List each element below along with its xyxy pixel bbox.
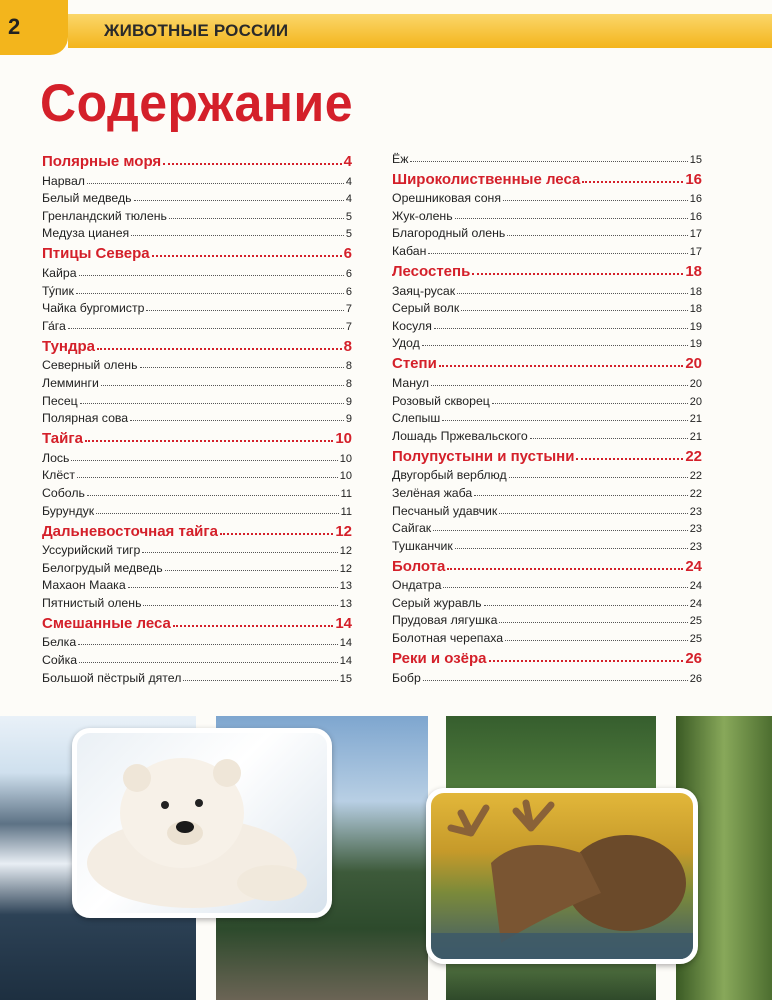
toc-entry-page: 5: [345, 210, 352, 223]
dot-leader: [142, 552, 337, 553]
dot-leader: [134, 200, 344, 201]
toc-entry-label: Пятнистый олень: [42, 595, 142, 610]
toc-entry[interactable]: [42, 575, 352, 593]
toc-entry-label: Серый журавль: [392, 595, 482, 610]
toc-entry-page: 23: [689, 523, 702, 536]
toc-entry-page: 13: [339, 597, 352, 610]
dot-leader: [509, 477, 688, 478]
toc-entry-label: Слепыш: [392, 411, 441, 426]
dot-leader: [431, 385, 688, 386]
toc-entry[interactable]: [392, 148, 702, 166]
toc-entry[interactable]: [42, 557, 352, 575]
toc-entry[interactable]: [42, 465, 352, 483]
dot-leader: [101, 385, 344, 386]
dot-leader: [439, 365, 684, 367]
toc-entry-label: Северный олень: [42, 358, 138, 373]
toc-entry[interactable]: [392, 575, 702, 593]
toc-entry-label: Ту́пик: [42, 283, 74, 298]
toc-entry-label: Удод: [392, 336, 420, 351]
toc-entry-page: 10: [339, 470, 352, 483]
toc-entry-label: Га́га: [42, 318, 66, 333]
toc-entry-page: 10: [339, 452, 352, 465]
moose-photo: [426, 788, 698, 964]
toc-entry-label: Розовый скворец: [392, 393, 490, 408]
dot-leader: [79, 275, 344, 276]
dot-leader: [434, 328, 688, 329]
toc-entry[interactable]: [42, 355, 352, 373]
toc-entry-page: 5: [345, 228, 352, 241]
toc-entry-page: 19: [689, 320, 702, 333]
dot-leader: [128, 587, 338, 588]
dot-leader: [87, 183, 344, 184]
section-page: 26: [685, 650, 702, 668]
toc-entry-page: 7: [345, 320, 352, 333]
toc-entry[interactable]: [392, 592, 702, 610]
toc-entry-label: Соболь: [42, 485, 85, 500]
toc-entry-page: 14: [339, 655, 352, 668]
book-title: ЖИВОТНЫЕ РОССИИ: [104, 21, 289, 40]
toc-entry-page: 24: [689, 580, 702, 593]
toc-entry-page: 25: [689, 615, 702, 628]
section-title: Полупустыни и пустыни: [392, 447, 575, 465]
toc-entry-page: 23: [689, 540, 702, 553]
toc-entry[interactable]: [392, 280, 702, 298]
toc-entry-page: 11: [340, 487, 352, 500]
toc-entry[interactable]: [392, 408, 702, 426]
toc-entry-page: 18: [689, 303, 702, 316]
toc-entry-label: Серый волк: [392, 301, 460, 316]
toc-entry-page: 6: [345, 267, 352, 280]
section-title: Лесостепь: [392, 262, 471, 280]
dot-leader: [146, 310, 343, 311]
dot-leader: [455, 218, 688, 219]
toc-entry-label: Белка: [42, 635, 77, 650]
toc-entry[interactable]: [42, 390, 352, 408]
dot-leader: [505, 640, 688, 641]
toc-entry-label: Песчаный удавчик: [392, 503, 498, 518]
toc-entry-page: 20: [689, 377, 702, 390]
toc-entry-page: 6: [345, 285, 352, 298]
section-page: 12: [335, 522, 352, 540]
toc-entry-page: 25: [689, 633, 702, 646]
toc-entry-page: 7: [345, 303, 352, 316]
dot-leader: [576, 458, 683, 460]
toc-entry[interactable]: [392, 500, 702, 518]
toc-entry[interactable]: [392, 667, 702, 685]
toc-entry-label: Гренландский тюлень: [42, 208, 167, 223]
toc-entry[interactable]: [392, 627, 702, 645]
toc-entry-page: 21: [689, 413, 702, 426]
dot-leader: [499, 622, 687, 623]
toc-entry-page: 22: [689, 470, 702, 483]
toc-right-column: [392, 148, 702, 685]
toc-entry-label: Прудовая лягушка: [392, 613, 498, 628]
dot-leader: [503, 200, 688, 201]
toc-entry-page: 23: [689, 505, 702, 518]
section-title: Реки и озёра: [392, 650, 487, 668]
section-page: 4: [343, 153, 352, 170]
toc-entry[interactable]: [42, 188, 352, 206]
toc-entry-page: 4: [345, 193, 352, 206]
toc-entry-label: Бобр: [392, 670, 421, 685]
toc-entry-label: Махаон Маака: [42, 578, 126, 593]
section-title: Степи: [392, 355, 437, 373]
toc-entry[interactable]: [392, 465, 702, 483]
toc-entry[interactable]: [42, 280, 352, 298]
toc-entry-label: Кабан: [392, 243, 427, 258]
toc-entry-label: Лось: [42, 450, 70, 465]
toc-entry-page: 9: [345, 413, 352, 426]
page-number-box: [0, 0, 68, 55]
toc-left-column: [42, 148, 352, 685]
toc-entry-page: 21: [689, 430, 702, 443]
toc-entry-page: 12: [339, 545, 352, 558]
dot-leader: [507, 235, 687, 236]
dot-leader: [442, 420, 687, 421]
toc-entry-page: 17: [689, 245, 702, 258]
dot-leader: [79, 662, 338, 663]
polar-bear-image: [77, 733, 327, 913]
dot-leader: [428, 253, 687, 254]
toc-entry-label: Белогрудый медведь: [42, 560, 163, 575]
toc-section-heading[interactable]: [392, 166, 702, 188]
toc-entry[interactable]: [42, 372, 352, 390]
toc-entry[interactable]: [42, 408, 352, 426]
toc-entry[interactable]: [42, 223, 352, 241]
section-title: Смешанные леса: [42, 614, 171, 632]
toc-entry[interactable]: [392, 315, 702, 333]
toc-entry-page: 19: [689, 338, 702, 351]
dot-leader: [140, 367, 344, 368]
section-page: 18: [685, 262, 702, 280]
toc-entry[interactable]: [392, 240, 702, 258]
toc-entry[interactable]: [392, 188, 702, 206]
toc-entry-page: 8: [345, 377, 352, 390]
toc-entry-page: 16: [689, 193, 702, 206]
dot-leader: [76, 293, 344, 294]
section-page: 20: [685, 355, 702, 373]
section-title: Тайга: [42, 430, 83, 448]
toc-entry-label: Двугорбый верблюд: [392, 468, 507, 483]
dot-leader: [169, 218, 344, 219]
section-title: Широколиственные леса: [392, 170, 581, 188]
dot-leader: [455, 548, 688, 549]
toc-entry-label: Большой пёстрый дятел: [42, 670, 182, 685]
dot-leader: [443, 587, 687, 588]
toc-entry[interactable]: [392, 390, 702, 408]
section-title: Болота: [392, 557, 446, 575]
section-page: 24: [685, 557, 702, 575]
toc-entry-label: Лемминги: [42, 375, 99, 390]
toc-entry-label: Тушканчик: [392, 538, 453, 553]
toc-section-heading[interactable]: [392, 645, 702, 667]
toc-entry-page: 17: [689, 228, 702, 241]
toc-entry-page: 8: [345, 360, 352, 373]
toc-entry[interactable]: [42, 667, 352, 685]
toc-entry-page: 22: [689, 487, 702, 500]
toc-entry-page: 9: [345, 395, 352, 408]
section-title: Тундра: [42, 337, 96, 355]
toc-entry-label: Клёст: [42, 468, 75, 483]
toc-entry[interactable]: [42, 649, 352, 667]
toc-entry-page: 4: [345, 175, 352, 188]
dot-leader: [447, 568, 683, 570]
toc-section-heading[interactable]: [42, 425, 352, 447]
toc-entry[interactable]: [42, 540, 352, 558]
toc-section-heading[interactable]: [42, 333, 352, 355]
toc-section-heading[interactable]: [392, 258, 702, 280]
toc-entry-page: 26: [689, 672, 702, 685]
toc-entry-page: 14: [339, 637, 352, 650]
dot-leader: [410, 161, 687, 162]
toc-section-heading[interactable]: [42, 610, 352, 632]
toc-entry-label: Косуля: [392, 318, 432, 333]
toc-entry-page: 13: [339, 580, 352, 593]
section-title: Дальневосточная тайга: [42, 522, 218, 540]
toc-entry-page: 18: [689, 285, 702, 298]
toc-entry-page: 15: [339, 672, 352, 685]
section-title: Птицы Севера: [42, 245, 150, 263]
toc-entry[interactable]: [392, 425, 702, 443]
dot-leader: [80, 403, 344, 404]
dot-leader: [173, 625, 333, 627]
toc-entry-label: Зелёная жаба: [392, 485, 473, 500]
dot-leader: [152, 255, 342, 257]
toc-entry-label: Ондатра: [392, 578, 442, 593]
toc-entry[interactable]: [42, 298, 352, 316]
page-number: 2: [8, 14, 21, 39]
dot-leader: [423, 680, 688, 681]
dot-leader: [422, 345, 688, 346]
section-page: 8: [343, 337, 352, 355]
toc-entry-label: Кайра: [42, 265, 77, 280]
toc-entry-label: Манул: [392, 375, 430, 390]
dot-leader: [484, 605, 688, 606]
toc-entry-label: Полярная сова: [42, 411, 129, 426]
toc-section-heading[interactable]: [42, 240, 352, 262]
section-page: 16: [685, 170, 702, 188]
toc-entry-label: Болотная черепаха: [392, 631, 504, 646]
dot-leader: [530, 438, 688, 439]
toc-entry-label: Песец: [42, 393, 78, 408]
toc-section-heading[interactable]: [392, 553, 702, 575]
page-title: Содержание: [40, 73, 354, 133]
toc-entry-label: Нарвал: [42, 173, 85, 188]
toc-entry-label: Белый медведь: [42, 191, 132, 206]
dot-leader: [130, 420, 344, 421]
top-bar: [0, 0, 772, 55]
dot-leader: [492, 403, 688, 404]
dot-leader: [143, 605, 337, 606]
toc-entry-page: 15: [689, 153, 702, 166]
toc-entry-label: Уссурийский тигр: [42, 543, 141, 558]
toc-entry[interactable]: [392, 610, 702, 628]
toc-entry[interactable]: [42, 205, 352, 223]
dot-leader: [131, 235, 344, 236]
toc-entry-label: Сайгак: [392, 521, 432, 536]
dot-leader: [71, 460, 337, 461]
section-page: 22: [685, 447, 702, 465]
dot-leader: [183, 680, 337, 681]
toc-entry-label: Бурундук: [42, 503, 95, 518]
toc-entry-page: 24: [689, 597, 702, 610]
toc-entry-label: Чайка бургомистр: [42, 301, 145, 316]
dot-leader: [472, 273, 683, 275]
toc-entry[interactable]: [392, 205, 702, 223]
dot-leader: [489, 660, 684, 662]
section-page: 10: [335, 430, 352, 448]
section-page: 14: [335, 614, 352, 632]
dot-leader: [87, 495, 339, 496]
toc-entry[interactable]: [42, 592, 352, 610]
toc-entry[interactable]: [392, 372, 702, 390]
toc-entry[interactable]: [42, 447, 352, 465]
polar-bear-photo: [72, 728, 332, 918]
dot-leader: [433, 530, 688, 531]
toc-entry-label: Медуза цианея: [42, 226, 130, 241]
dot-leader: [78, 644, 338, 645]
moose-image: [431, 793, 693, 959]
section-page: 6: [343, 245, 352, 263]
toc-entry[interactable]: [392, 298, 702, 316]
toc-section-heading[interactable]: [392, 350, 702, 372]
toc-entry[interactable]: [42, 170, 352, 188]
toc-entry-label: Сойка: [42, 653, 78, 668]
dot-leader: [163, 163, 341, 165]
toc-entry-label: Ёж: [392, 151, 409, 166]
dot-leader: [85, 440, 333, 442]
toc-section-heading[interactable]: [42, 518, 352, 540]
dot-leader: [499, 513, 688, 514]
dot-leader: [582, 181, 683, 183]
toc-entry-label: Жук-олень: [392, 208, 453, 223]
toc-entry[interactable]: [42, 315, 352, 333]
header-band: [68, 14, 772, 48]
toc-section-heading[interactable]: [392, 443, 702, 465]
dot-leader: [474, 495, 688, 496]
toc-entry[interactable]: [42, 632, 352, 650]
toc-entry-page: 16: [689, 210, 702, 223]
toc-entry[interactable]: [392, 333, 702, 351]
toc-entry[interactable]: [392, 223, 702, 241]
toc-entry-label: Лошадь Пржевальского: [392, 428, 528, 443]
toc-entry[interactable]: [42, 500, 352, 518]
toc-entry-label: Заяц-русак: [392, 283, 456, 298]
toc-entry-page: 11: [340, 505, 352, 518]
toc-entry[interactable]: [392, 482, 702, 500]
dot-leader: [68, 328, 344, 329]
toc-entry-label: Орешниковая соня: [392, 191, 502, 206]
section-title: Полярные моря: [42, 153, 162, 170]
dot-leader: [165, 570, 338, 571]
toc-section-heading[interactable]: [42, 148, 352, 170]
dot-leader: [457, 293, 688, 294]
toc-entry-page: 20: [689, 395, 702, 408]
toc-entry[interactable]: [392, 535, 702, 553]
toc-entry-label: Благородный олень: [392, 226, 506, 241]
dot-leader: [461, 310, 688, 311]
toc-entry-page: 12: [339, 562, 352, 575]
toc-entry[interactable]: [42, 262, 352, 280]
dot-leader: [220, 533, 333, 535]
dot-leader: [96, 513, 338, 514]
toc-entry[interactable]: [42, 482, 352, 500]
dot-leader: [97, 348, 342, 350]
toc-entry[interactable]: [392, 518, 702, 536]
dot-leader: [77, 477, 338, 478]
